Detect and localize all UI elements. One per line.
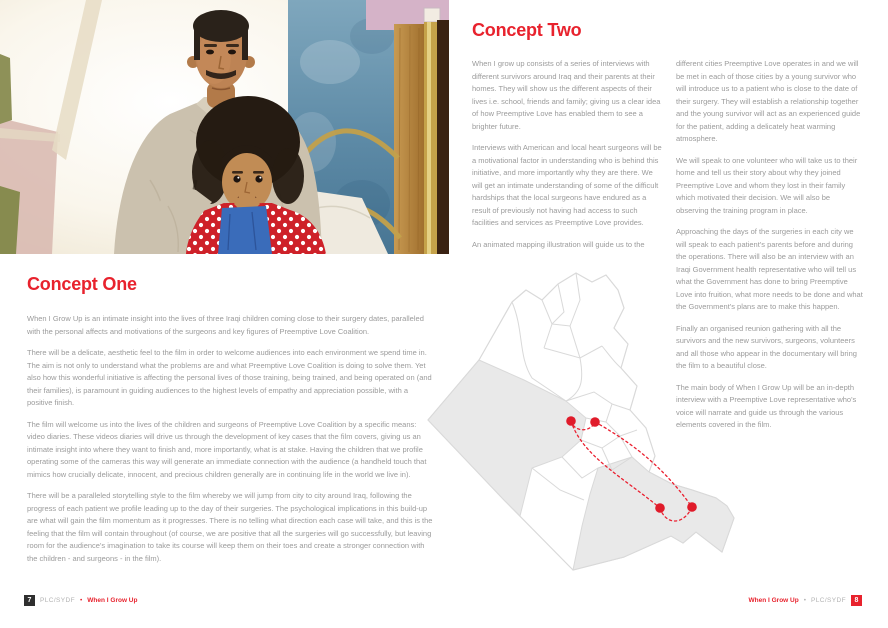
cabinet-dark-edge [437,20,449,254]
footer-left [24,595,137,606]
paragraph: When I Grow Up is an intimate insight into the lives of three Iraqi children coming close to their surgery dates, paralleled with the personal affects and motivations of the surgeons and key figures of Preemptive Love Coalition. [27,314,424,336]
paragraph: An animated mapping illustration will guide us to the [472,239,645,249]
concept-two-column-one [472,58,663,260]
paragraph: We will speak to one volunteer who will take us to their home and tell us their story about why they joined Preemptive Love and whom they lost in their family which motivated their decision. We will also be observing the training program in place. [676,155,858,215]
paragraph: There will be a delicate, aesthetic feel to the film in order to welcome audiences into each environment we spend time in. The aim is not only to understand what the problems are and what Preemptive Love Coalition is doing to solve them. Yet also how this wonderful initiative is affecting the personal lives of those training, being trained, and being operated on (and their families), is paramount in guiding audiences to the highest levels of empathy and appreciation possible, with a positive finish. [27,348,432,407]
concept-one-body [27,313,435,574]
photo-illustration [0,0,449,254]
paragraph: When I grow up consists of a series of interviews with different survivors around Iraq and their parents at their homes. They will show us the different aspects of their lives i.e. school, friends and family; giving us a clear idea of how Preemptive Love has enabled them to see a brighter future. [472,59,661,131]
separator-dot: • [803,597,806,604]
paragraph: different cities Preemptive Love operates in and we will be met in each of those cities by a young survivor who will introduce us to a patient who is close to the date of their surgery. They will establish a relationship together and the young survivor will act as an experienced guide for the patient, adding a delicately heat warming atmosphere. [676,59,861,143]
map-city-dot [687,502,697,512]
photo-father-daughter [0,0,449,254]
page-number-badge: 8 [851,595,862,606]
paragraph: The main body of When I Grow Up will be an in-depth interview with a Preemptive Love representative who's voice will narrate and guide us through the various elements covered in the film. [676,382,857,429]
light-switch [424,8,440,22]
document-title: When I Grow Up [748,597,799,604]
paragraph: The film will welcome us into the lives of the children and surgeons of Preemptive Love Coalition by a specific means: video diaries. These videos diaries will drive us through the development of key cases that the film covers, giving us an intimate insight into where they want to finish and, more importantly, what is at stake. Having the children that we profile operating some of the cameras this way will generate an immediate connection with the audience (a handheld touch that mimics how crucially delicate, innocent, and precious children generally are in continuing life in the world we live in). [27,419,427,479]
map-city-dot [566,416,576,426]
map-city-dot [590,417,600,427]
paragraph: Approaching the days of the surgeries in each city we will speak to each patient's parents before and during the operations. There will also be an interview with an Iraqi Government health representative who will tell us what the Government has done to bring Preemptive Love into fruition, what more needs to be done and what the Government's plans are to make this happen. [676,227,863,311]
paragraph: There will be a paralleled storytelling style to the film whereby we will jump from city to city around Iraq, following the progress of each patient we profile leading up to the day of their surgeries. The psychological implications in this build-up are what will gain the film momentum as it progresses. There is no telling what direction each case will take, and this is the feeling that the film will contain throughout (of course, we are positive that all the surgeries will go successfully, but leaving room for the audience's imagination to take its course will keep them on their toes and create a stronger connection with the children - and surgeons - in the film). [27,491,433,563]
separator-dot: • [80,597,83,604]
document-title: When I Grow Up [87,597,138,604]
curtain-strip-top [0,54,12,124]
page-number-badge: 7 [24,595,35,606]
paragraph: Interviews with American and local heart surgeons will be a motivational factor in understanding who is behind this initiative, and more importantly why they are there. We will get an intimate understanding of some of the difficult hardships that the local surgeons have endured as a result of previously not having had access to such facilities and services as Preemptive Love provides. [472,143,662,227]
concept-two-title: Concept Two [472,20,582,40]
footer-right [749,595,862,606]
brand-label: PLC/SYDF [40,597,75,604]
concept-one-title: Concept One [27,274,137,294]
brand-label: PLC/SYDF [811,597,846,604]
concept-two-column-two [676,58,863,441]
map-city-dot [655,503,665,513]
province-south [573,457,734,570]
paragraph: Finally an organised reunion gathering with all the survivors and the new survivors, surgeons, volunteers and all those who appear in the documentary will bring the film to a beautiful close. [676,323,857,370]
